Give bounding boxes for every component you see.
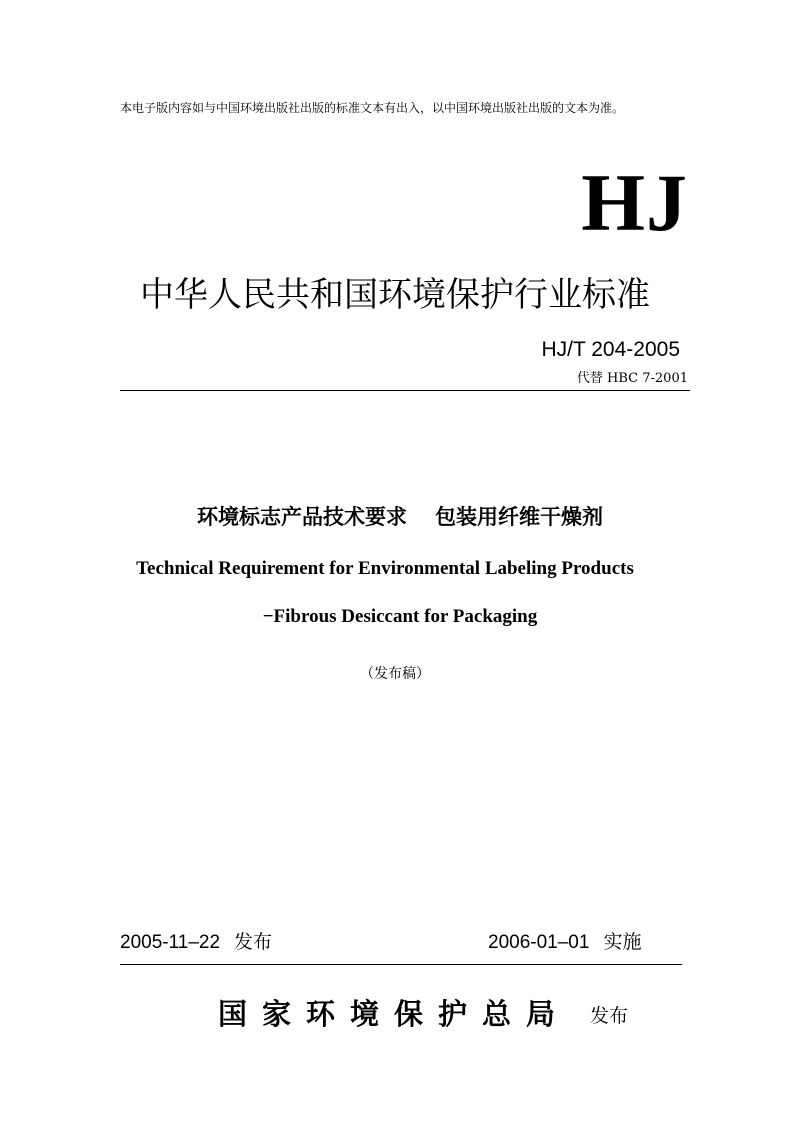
replaces-note: 代替 HBC 7-2001 xyxy=(576,371,688,386)
draft-label: （发布稿） xyxy=(360,666,430,682)
standard-category: 中华人民共和国环境保护行业标准 xyxy=(140,275,650,315)
publish-label: 发布 xyxy=(234,931,273,953)
english-title-line1: Technical Requirement for Environmental Labeling Products xyxy=(136,558,634,579)
standard-code: HJ/T 204-2005 xyxy=(541,338,680,361)
effective-date: 2006-01–01 xyxy=(488,932,590,953)
english-title-line2: −Fibrous Desiccant for Packaging xyxy=(262,606,538,627)
copyright-notice: 本电子版内容如与中国环境出版社出版的标准文本有出入，以中国环境出版社出版的文本为准。 xyxy=(120,101,625,115)
chinese-title-part2: 包装用纤维干燥剂 xyxy=(435,505,603,529)
issuer-suffix: 发布 xyxy=(590,1005,629,1027)
issuer-name: 国家环境保护总局 xyxy=(218,997,571,1031)
standard-logo: HJ xyxy=(581,157,688,248)
chinese-title xyxy=(0,502,800,532)
effective-label: 实施 xyxy=(603,931,642,953)
effective-date-block xyxy=(488,929,641,956)
footer-divider xyxy=(120,964,682,965)
publish-date: 2005-11–22 xyxy=(120,932,221,953)
header-divider xyxy=(120,390,690,391)
chinese-title-part1: 环境标志产品技术要求 xyxy=(197,505,407,529)
publish-date-block xyxy=(120,929,272,956)
